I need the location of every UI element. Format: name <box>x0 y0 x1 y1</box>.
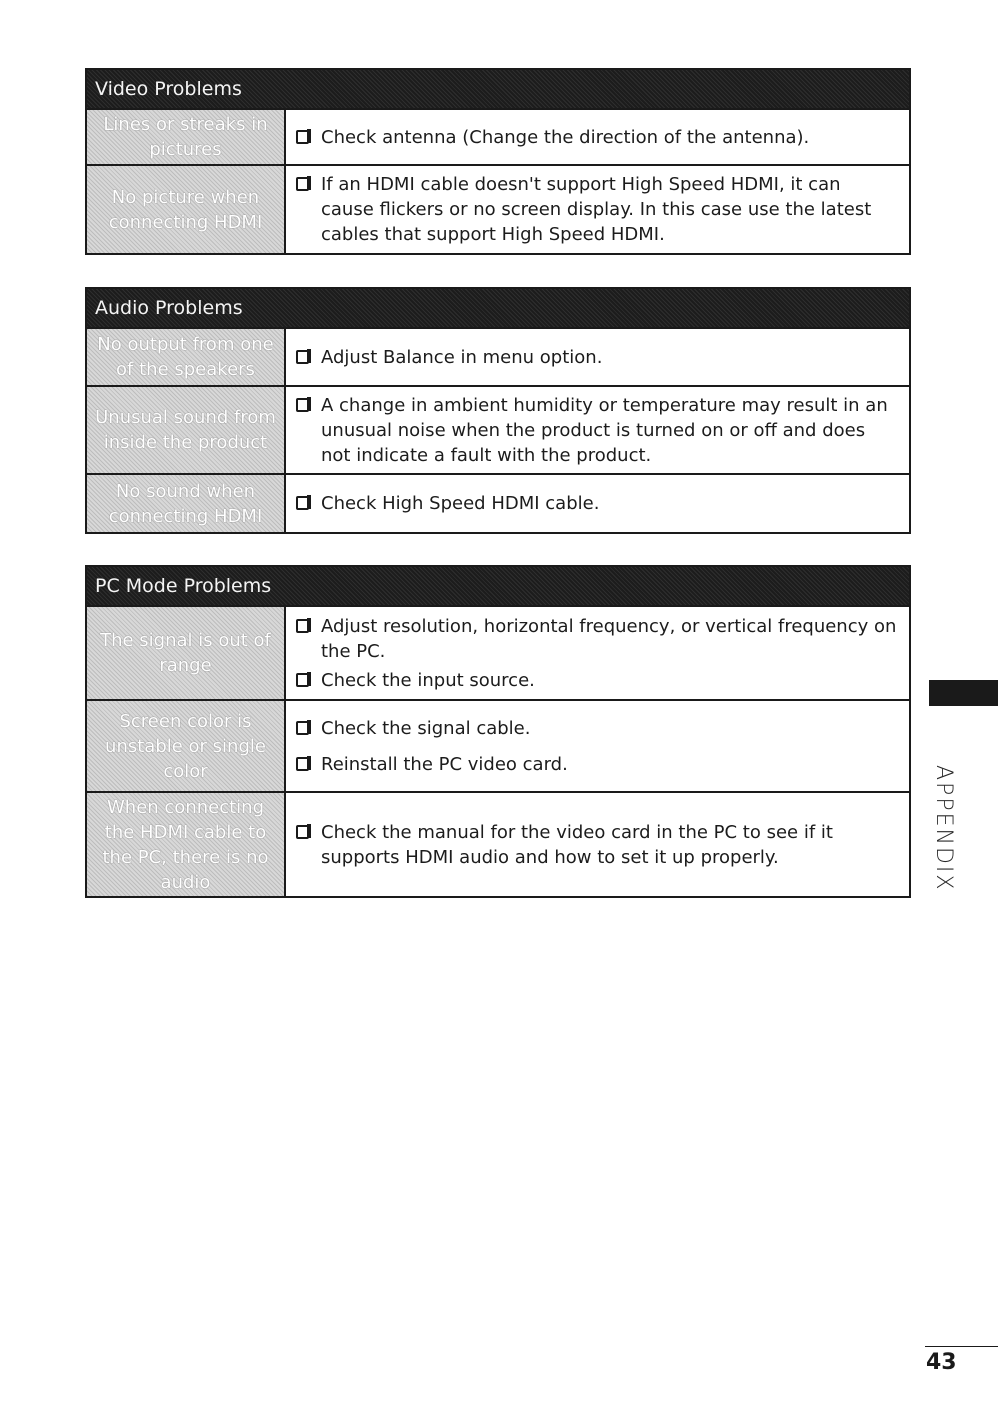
solution-item: Check High Speed HDMI cable. <box>296 491 899 516</box>
table-row <box>87 164 909 253</box>
issue-cell: Screen color is unstable or single color <box>87 701 286 791</box>
checkbox-bullet-icon <box>296 673 309 687</box>
checkbox-bullet-icon <box>296 398 309 412</box>
solution-item: A change in ambient humidity or temperature may result in an unusual noise when the product is turned on or off and does not indicate a fault with the product. <box>296 393 899 468</box>
audio-problems-table <box>85 287 911 534</box>
section-header: Audio Problems <box>87 289 909 327</box>
checkbox-bullet-icon <box>296 177 309 191</box>
solution-item: Check the signal cable. <box>296 716 899 741</box>
solution-item: Adjust resolution, horizontal frequency, or vertical frequency on the PC. <box>296 614 899 664</box>
checkbox-bullet-icon <box>296 825 309 839</box>
solution-item: Check the input source. <box>296 668 899 693</box>
solution-cell <box>286 607 909 699</box>
table-row <box>87 791 909 896</box>
page-number: 43 <box>926 1350 957 1375</box>
solution-cell <box>286 701 909 791</box>
solution-cell <box>286 110 909 164</box>
pc-mode-problems-table <box>85 565 911 898</box>
solution-cell <box>286 475 909 532</box>
table-row <box>87 473 909 532</box>
appendix-tab-label: APPENDIX <box>931 765 956 892</box>
issue-cell: The signal is out of range <box>87 607 286 699</box>
section-header: Video Problems <box>87 70 909 108</box>
issue-cell: Unusual sound from inside the product <box>87 387 286 473</box>
solution-item: Reinstall the PC video card. <box>296 752 899 777</box>
solution-cell <box>286 793 909 896</box>
table-row <box>87 605 909 699</box>
issue-cell: No output from one of the speakers <box>87 329 286 385</box>
section-header: PC Mode Problems <box>87 567 909 605</box>
checkbox-bullet-icon <box>296 721 309 735</box>
table-row <box>87 108 909 164</box>
table-row <box>87 327 909 385</box>
solution-item: Check the manual for the video card in the PC to see if it supports HDMI audio and how to set it up properly. <box>296 820 899 870</box>
appendix-tab-marker <box>929 680 998 706</box>
checkbox-bullet-icon <box>296 619 309 633</box>
video-problems-table <box>85 68 911 255</box>
checkbox-bullet-icon <box>296 130 309 144</box>
table-row <box>87 699 909 791</box>
solution-item: If an HDMI cable doesn't support High Speed HDMI, it can cause flickers or no screen display. In this case use the latest cables that support High Speed HDMI. <box>296 172 899 247</box>
page-number-rule <box>925 1346 998 1347</box>
solution-item: Check antenna (Change the direction of the antenna). <box>296 125 899 150</box>
checkbox-bullet-icon <box>296 757 309 771</box>
checkbox-bullet-icon <box>296 496 309 510</box>
solution-cell <box>286 329 909 385</box>
table-row <box>87 385 909 473</box>
solution-item: Adjust Balance in menu option. <box>296 345 899 370</box>
issue-cell: No sound when connecting HDMI <box>87 475 286 532</box>
issue-cell: When connecting the HDMI cable to the PC, there is no audio <box>87 793 286 896</box>
issue-cell: No picture when connecting HDMI <box>87 166 286 253</box>
solution-cell <box>286 166 909 253</box>
solution-cell <box>286 387 909 473</box>
issue-cell: Lines or streaks in pictures <box>87 110 286 164</box>
checkbox-bullet-icon <box>296 350 309 364</box>
